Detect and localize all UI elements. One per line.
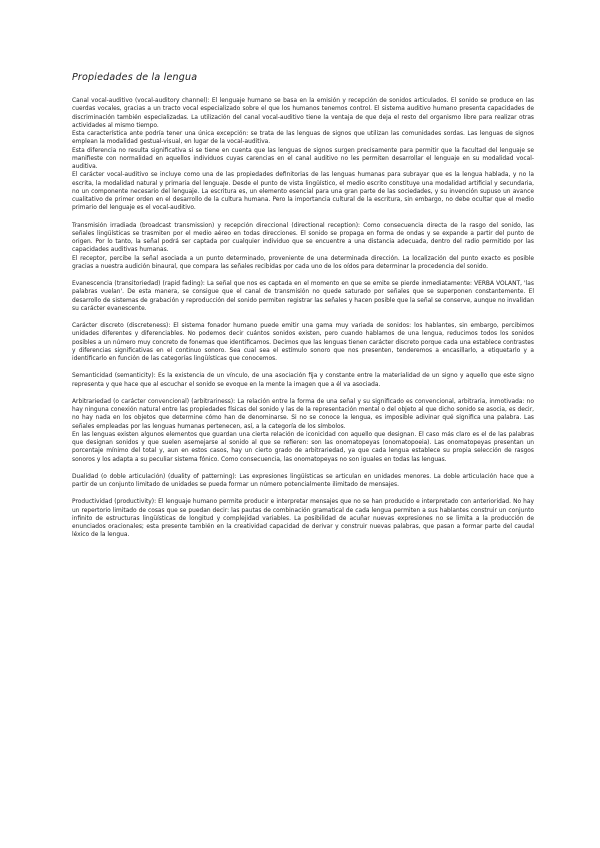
paragraph: Esta característica ante podría tener una única excepción: se trata de las lenguas de signos que utilizan las comunidades sordas. Las lenguas de signos emplean la modalidad gestual-visual, en lugar de la vocal-auditiva.: [72, 131, 534, 146]
section: [72, 398, 534, 464]
document-body: [72, 97, 534, 540]
document-title: Propiedades de la lengua: [72, 72, 198, 83]
paragraph: Esta diferencia no resulta significativa si se tiene en cuenta que las lenguas de signos surgen precisamente para permitir que la facultad del lenguaje se manifieste con normalidad en aquellos individuos cuyas carencias en el canal auditivo no les permiten desarrollar el lenguaje en su modalidad vocal-auditiva.: [72, 147, 534, 170]
paragraph: Evanescencia (transitoriedad) (rapid fading): La señal que nos es captada en el momento en que se emite se pierde inmediatamente: VERBA VOLANT, 'las palabras vuelan'. De esta manera, se consigue que el canal de transmisión no quede saturado por señales que se superponen constantemente. El desarrollo de sistemas de grabación y reproducción del sonido permiten registrar las señales y hacen posible que la señal se conserve, aunque no invalidan su carácter evanescente.: [72, 281, 534, 312]
paragraph: Transmisión irradiada (broadcast transmission) y recepción direccional (directional reception): Como consecuencia directa de la rasgo del sonido, las señales lingüísticas se trasmiten por el medio aéreo en todas direcciones. El sonido se propaga en forma de ondas y se expande a partir del punto de origen. Por lo tanto, la señal podrá ser captada por cualquier individuo que se encuentre a una distancia adecuada, dentro del radio permitido por las capacidades auditivas humanas.: [72, 222, 534, 254]
section: [72, 280, 534, 313]
document-page: [72, 72, 534, 549]
paragraph: Carácter discreto (discreteness): El sistema fonador humano puede emitir una gama muy variada de sonidos: los hablantes, sin embargo, percibimos unidades diferentes y diferenciables. No podemos decir cuántos sonidos existen, pero cuando hablamos de una lengua, reducimos todos los sonidos posibles a un número muy concreto de fonemas que identificamos. Decimos que las lenguas tienen carácter discreto porque cada una establece contrastes y diferencias significativas en el continuo sonoro. Sea cual sea el estímulo sonoro que nos presenten, tenderemos a encasillarlo, a etiquetarlo y a identificarlo en función de las categorías lingüísticas que conocemos.: [72, 323, 534, 362]
section: [72, 372, 534, 389]
paragraph: El carácter vocal-auditivo se incluye como una de las propiedades definitorias de las lenguas humanas para subrayar que es la lengua hablada, y no la escrita, la modalidad natural y primaria del lenguaje. Desde el punto de vista lingüístico, el medio escrito constituye una modalidad artificial y secundaria, no un componente necesario del lenguaje. La escritura es, un elemento esencial para una gran parte de las sociedades, y su invención supuso un avance cualitativo de primer orden en el desarrollo de la cultura humana. Pero la importancia cultural de la escritura, sin embargo, no debe ocultar que el medio primario del lenguaje es el vocal-auditivo.: [72, 172, 534, 212]
paragraph: Arbitrariedad (o carácter convencional) (arbitrariness): La relación entre la forma de una señal y su significado es convencional, arbitraria, inmotivada: no hay ninguna conexión natural entre las propiedades físicas del sonido y las de la representación mental o del objeto al que dicho sonido se asocia, es decir, no hay nada en los objetos que determine cómo han de denominarse. Si no se conoce la lengua, es imposible adivinar qué significa una palabra. Las señales empleadas por las lenguas humanas pertenecen, así, a la categoría de los símbolos.: [72, 398, 534, 430]
section: [72, 97, 534, 213]
section: [72, 498, 534, 539]
paragraph: Dualidad (o doble articulación) (duality of patterning): Las expresiones lingüísticas se articulan en unidades menores. La doble articulación hace que a partir de un conjunto limitado de unidades se pueda formar un número potencialmente ilimitado de mensajes.: [72, 473, 534, 488]
paragraph: El receptor, percibe la señal asociada a un punto determinado, proveniente de una determinada dirección. La localización del punto exacto es posible gracias a nuestra audición binaural, que compara las señales recibidas por cada uno de los oídos para determinar la procedencia del sonido.: [72, 255, 534, 270]
section: [72, 322, 534, 363]
paragraph: Canal vocal-auditivo (vocal-auditory channel): El lenguaje humano se basa en la emisión y recepción de sonidos articulados. El sonido se produce en las cuerdas vocales, gracias a un tracto vocal especializado sobre el que los humanos tenemos control. El sistema auditivo humano presenta capacidades de discriminación también especializadas. La utilización del canal vocal-auditivo tiene la ventaja de que deja el resto del organismo libre para realizar otras actividades al mismo tiempo.: [72, 98, 534, 129]
paragraph: Semanticidad (semanticity): Es la existencia de un vínculo, de una asociación fija y constante entre la materialidad de un signo y aquello que este signo representa y que hace que al escuchar el sonido se evoque en la mente la imagen que a él va asociada.: [72, 373, 534, 388]
section: [72, 473, 534, 490]
section: [72, 222, 534, 272]
paragraph: Productividad (productivity): El lenguaje humano permite producir e interpretar mensajes que no se han producido e interpretado con anterioridad. No hay un repertorio limitado de cosas que se puedan decir: las pautas de combinación gramatical de cada lengua permiten a sus hablantes construir un conjunto infinito de estructuras lingüísticas de longitud y complejidad variables. La posibilidad de acuñar nuevas expresiones no se limita a la producción de enunciados oracionales; esta presente también en la creatividad capacidad de derivar y construir nuevas palabras, que pasan a formar parte del caudal léxico de la lengua.: [72, 499, 534, 539]
paragraph: En las lenguas existen algunos elementos que guardan una cierta relación de iconicidad con aquello que designan. El caso más claro es el de las palabras que designan sonidos y que suelen asemejarse al sonido al que se refieren: son las onomatopeyas (onomatopoeia). Las onomatopeyas presentan un porcentaje mínimo del total y, aun en estos casos, hay un cierto grado de arbitrariedad, ya que cada lengua establece su propia selección de rasgos sonoros y los adapta a su peculiar sistema fónico. Como consecuencia, las onomatopeyas no son iguales en todas las lenguas.: [72, 431, 534, 463]
